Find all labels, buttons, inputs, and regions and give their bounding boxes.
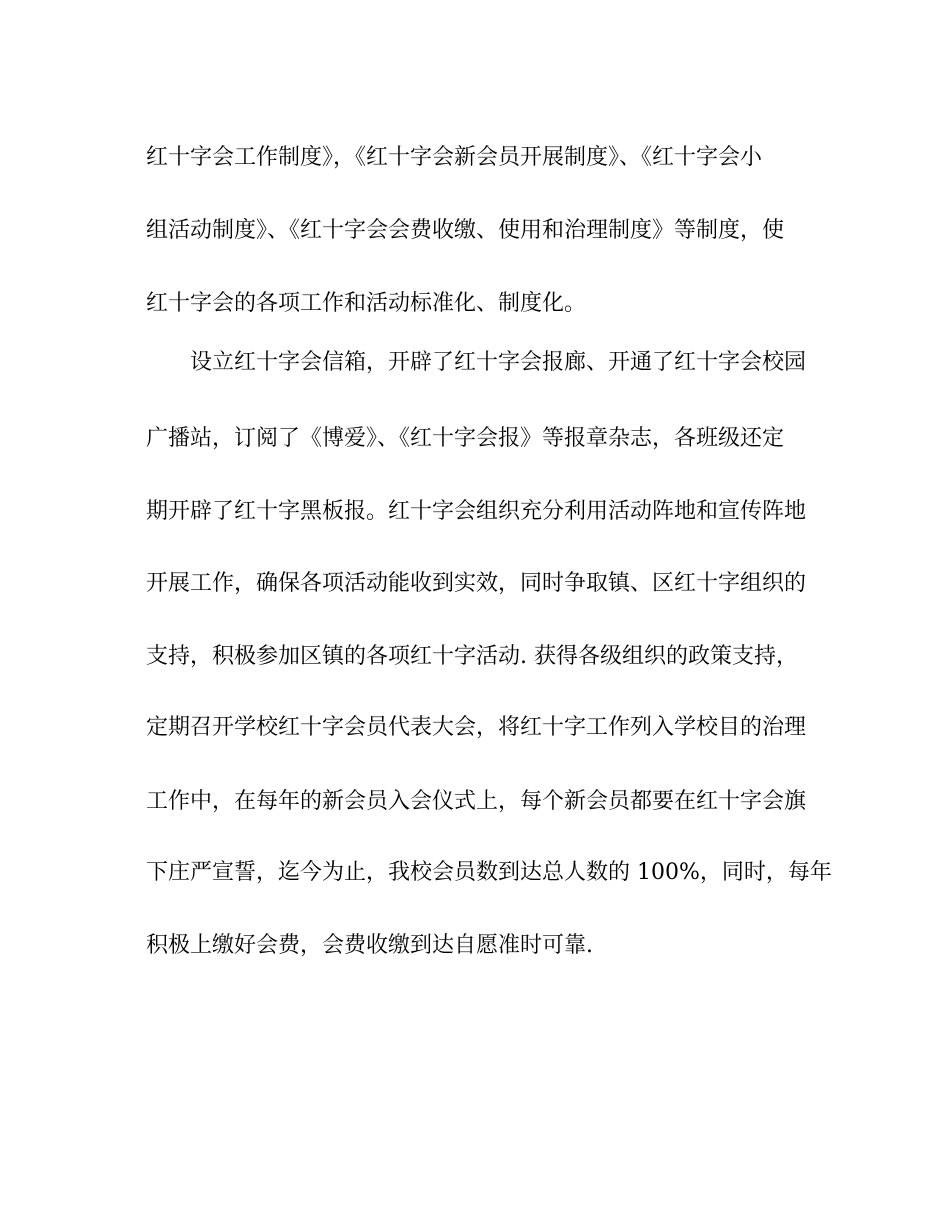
text-line-5: 广播站，订阅了《博爱》、《红十字会报》等报章杂志，各班级还定 [146,426,785,451]
text-line-12: 积极上缴好会费，会费收缴到达自愿准时可靠. [146,933,593,958]
text-line-1: 红十字会工作制度》，《红十字会新会员开展制度》、《红十字会小 [146,145,763,170]
text-line-9: 定期召开学校红十字会员代表大会，将红十字工作列入学校目的治理 [146,715,807,740]
text-line-8: 支持，积极参加区镇的各项红十字活动. 获得各级组织的政策支持， [146,644,798,669]
text-line-2: 组活动制度》、《红十字会会费收缴、使用和治理制度》等制度，使 [146,218,785,243]
text-line-10: 工作中，在每年的新会员入会仪式上，每个新会员都要在红十字会旗 [146,789,807,814]
text-line-7: 开展工作，确保各项活动能收到实效，同时争取镇、区红十字组织的 [146,571,807,596]
text-line-6: 期开辟了红十字黑板报。红十字会组织充分利用活动阵地和宣传阵地 [146,499,807,524]
text-line-4: 设立红十字会信箱，开辟了红十字会报廊、开通了红十字会校园 [190,350,807,375]
text-line-3: 红十字会的各项工作和活动标准化、制度化。 [146,291,587,316]
text-line-11: 下庄严宣誓，迄今为止，我校会员数到达总人数的 100%，同时，每年 [146,860,832,885]
